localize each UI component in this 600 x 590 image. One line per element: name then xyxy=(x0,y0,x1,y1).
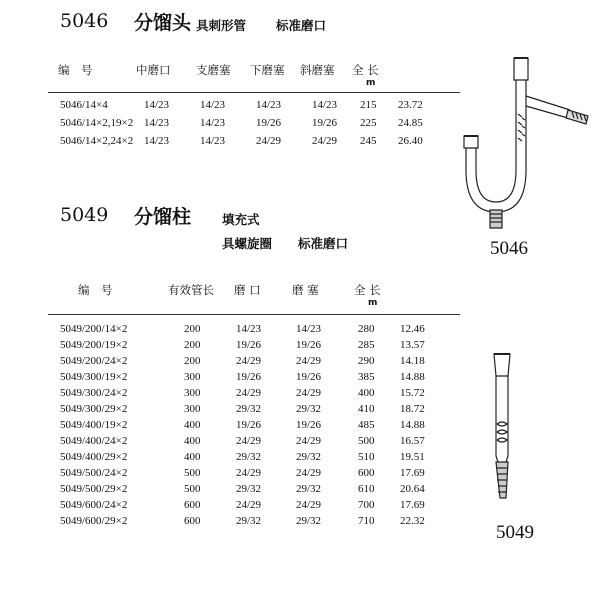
table-row xyxy=(60,466,480,480)
cell-price: 22.32 xyxy=(400,515,425,527)
cell-center-joint: 14/23 xyxy=(144,99,170,111)
cell-joint: 29/32 xyxy=(236,451,262,463)
cell-id: 5049/400/29×2 xyxy=(60,451,128,463)
cell-id: 5049/300/29×2 xyxy=(60,403,128,415)
cell-joint: 24/29 xyxy=(236,499,262,511)
cell-id: 5049/500/29×2 xyxy=(60,483,128,495)
cell-length: 225 xyxy=(360,117,377,129)
cell-price: 24.85 xyxy=(398,117,423,129)
cell-price: 15.72 xyxy=(400,387,425,399)
cell-id: 5049/300/24×2 xyxy=(60,387,128,399)
header-joint: 磨 口 xyxy=(234,283,261,297)
cell-center-joint: 14/23 xyxy=(144,135,170,147)
cell-joint: 19/26 xyxy=(236,339,262,351)
header-id: 编 号 xyxy=(58,63,93,77)
table-row xyxy=(60,434,480,448)
cell-length: 500 xyxy=(358,435,375,447)
cell-joint: 24/29 xyxy=(236,435,262,447)
header-branch-stopper: 支磨塞 xyxy=(196,63,231,77)
header-stopper: 磨 塞 xyxy=(292,283,319,297)
table-row xyxy=(60,386,480,400)
table-row xyxy=(60,514,480,528)
section-5049-subtitle-3: 标准磨口 xyxy=(298,236,349,251)
cell-price: 12.46 xyxy=(400,323,425,335)
cell-joint: 24/29 xyxy=(236,355,262,367)
cell-effective-length: 600 xyxy=(184,499,201,511)
cell-length: 245 xyxy=(360,135,377,147)
cell-lower-stopper: 24/29 xyxy=(256,135,282,147)
cell-length: 285 xyxy=(358,339,375,351)
cell-stopper: 19/26 xyxy=(296,419,322,431)
cell-length: 215 xyxy=(360,99,377,111)
cell-effective-length: 300 xyxy=(184,387,201,399)
cell-effective-length: 500 xyxy=(184,483,201,495)
cell-id: 5049/200/24×2 xyxy=(60,355,128,367)
header-effective-length: 有效管长 xyxy=(168,283,214,297)
cell-effective-length: 300 xyxy=(184,403,201,415)
table-row xyxy=(60,450,480,464)
cell-length: 400 xyxy=(358,387,375,399)
cell-price: 14.88 xyxy=(400,419,425,431)
cell-stopper: 29/32 xyxy=(296,403,322,415)
table-row xyxy=(60,482,480,496)
section-5049-name: 分馏柱 xyxy=(134,206,192,228)
cell-stopper: 24/29 xyxy=(296,499,322,511)
cell-center-joint: 14/23 xyxy=(144,117,170,129)
cell-lower-stopper: 14/23 xyxy=(256,99,282,111)
cell-id: 5049/300/19×2 xyxy=(60,371,128,383)
cell-joint: 19/26 xyxy=(236,419,262,431)
cell-effective-length: 400 xyxy=(184,451,201,463)
section-5046-name: 分馏头 xyxy=(134,12,192,34)
cell-length: 385 xyxy=(358,371,375,383)
cell-length: 280 xyxy=(358,323,375,335)
cell-length: 700 xyxy=(358,499,375,511)
cell-stopper: 29/32 xyxy=(296,483,322,495)
cell-price: 18.72 xyxy=(400,403,425,415)
cell-joint: 29/32 xyxy=(236,483,262,495)
table-5046 xyxy=(60,98,480,148)
cell-length: 410 xyxy=(358,403,375,415)
cell-id: 5049/400/19×2 xyxy=(60,419,128,431)
cell-effective-length: 600 xyxy=(184,515,201,527)
cell-price: 16.57 xyxy=(400,435,425,447)
cell-joint: 24/29 xyxy=(236,467,262,479)
cell-price: 14.18 xyxy=(400,355,425,367)
section-5049-subtitle-2: 具螺旋圈 xyxy=(222,236,273,251)
cell-stopper: 24/29 xyxy=(296,467,322,479)
cell-effective-length: 400 xyxy=(184,419,201,431)
cell-id: 5049/600/24×2 xyxy=(60,499,128,511)
cell-branch-stopper: 14/23 xyxy=(200,135,226,147)
header-lower-stopper: 下磨塞 xyxy=(250,63,285,77)
table-row xyxy=(60,418,480,432)
cell-id: 5049/500/24×2 xyxy=(60,467,128,479)
divider xyxy=(48,92,460,93)
cell-stopper: 29/32 xyxy=(296,451,322,463)
table-row xyxy=(60,338,480,352)
cell-id: 5049/200/19×2 xyxy=(60,339,128,351)
table-row xyxy=(60,322,480,336)
fractionating-column-illustration xyxy=(486,352,526,502)
cell-joint: 29/32 xyxy=(236,403,262,415)
table-row xyxy=(60,134,480,148)
cell-price: 19.51 xyxy=(400,451,425,463)
table-row xyxy=(60,402,480,416)
cell-lower-stopper: 19/26 xyxy=(256,117,282,129)
cell-price: 17.69 xyxy=(400,467,425,479)
cell-length: 290 xyxy=(358,355,375,367)
table-5049 xyxy=(60,322,480,528)
cell-joint: 24/29 xyxy=(236,387,262,399)
table-row xyxy=(60,370,480,384)
cell-price: 20.64 xyxy=(400,483,425,495)
cell-length: 485 xyxy=(358,419,375,431)
header-total-length: 全 长 xyxy=(354,283,381,297)
section-5049-subtitle-1: 填充式 xyxy=(222,212,260,227)
fractionating-head-illustration xyxy=(462,52,594,230)
cell-branch-stopper: 14/23 xyxy=(200,99,226,111)
header-id: 编 号 xyxy=(78,283,113,297)
cell-id: 5049/200/14×2 xyxy=(60,323,128,335)
table-row xyxy=(60,116,480,130)
cell-stopper: 24/29 xyxy=(296,355,322,367)
cell-id: 5046/14×2,19×2 xyxy=(60,117,134,129)
cell-stopper: 19/26 xyxy=(296,371,322,383)
cell-price: 14.88 xyxy=(400,371,425,383)
header-slant-stopper: 斜磨塞 xyxy=(300,63,335,77)
section-5049-code: 5049 xyxy=(60,204,109,226)
cell-effective-length: 200 xyxy=(184,339,201,351)
figure-label-5046: 5046 xyxy=(490,238,528,259)
cell-branch-stopper: 14/23 xyxy=(200,117,226,129)
table-row xyxy=(60,498,480,512)
cell-id: 5049/600/29×2 xyxy=(60,515,128,527)
section-5046-code: 5046 xyxy=(60,10,109,32)
cell-id: 5049/400/24×2 xyxy=(60,435,128,447)
cell-stopper: 19/26 xyxy=(296,339,322,351)
cell-joint: 29/32 xyxy=(236,515,262,527)
cell-stopper: 14/23 xyxy=(296,323,322,335)
cell-id: 5046/14×2,24×2 xyxy=(60,135,134,147)
header-length-unit: m xyxy=(366,78,376,88)
cell-effective-length: 500 xyxy=(184,467,201,479)
cell-joint: 19/26 xyxy=(236,371,262,383)
cell-effective-length: 200 xyxy=(184,355,201,367)
cell-price: 23.72 xyxy=(398,99,423,111)
cell-effective-length: 400 xyxy=(184,435,201,447)
cell-effective-length: 300 xyxy=(184,371,201,383)
cell-stopper: 29/32 xyxy=(296,515,322,527)
cell-price: 13.57 xyxy=(400,339,425,351)
table-row xyxy=(60,98,480,112)
section-5046-subtitle-1: 具刺形管 xyxy=(196,18,247,33)
figure-label-5049: 5049 xyxy=(496,522,534,543)
cell-length: 610 xyxy=(358,483,375,495)
header-total-length: 全 长 xyxy=(352,63,379,77)
cell-id: 5046/14×4 xyxy=(60,99,108,111)
cell-joint: 14/23 xyxy=(236,323,262,335)
cell-length: 600 xyxy=(358,467,375,479)
table-row xyxy=(60,354,480,368)
cell-effective-length: 200 xyxy=(184,323,201,335)
section-5046-subtitle-2: 标准磨口 xyxy=(276,18,327,33)
cell-length: 510 xyxy=(358,451,375,463)
cell-slant-stopper: 24/29 xyxy=(312,135,338,147)
cell-length: 710 xyxy=(358,515,375,527)
cell-slant-stopper: 14/23 xyxy=(312,99,338,111)
header-length-unit: m xyxy=(368,298,378,308)
cell-stopper: 24/29 xyxy=(296,435,322,447)
cell-price: 26.40 xyxy=(398,135,423,147)
cell-price: 17.69 xyxy=(400,499,425,511)
header-center-joint: 中磨口 xyxy=(136,63,171,77)
divider xyxy=(48,314,460,315)
cell-slant-stopper: 19/26 xyxy=(312,117,338,129)
cell-stopper: 24/29 xyxy=(296,387,322,399)
